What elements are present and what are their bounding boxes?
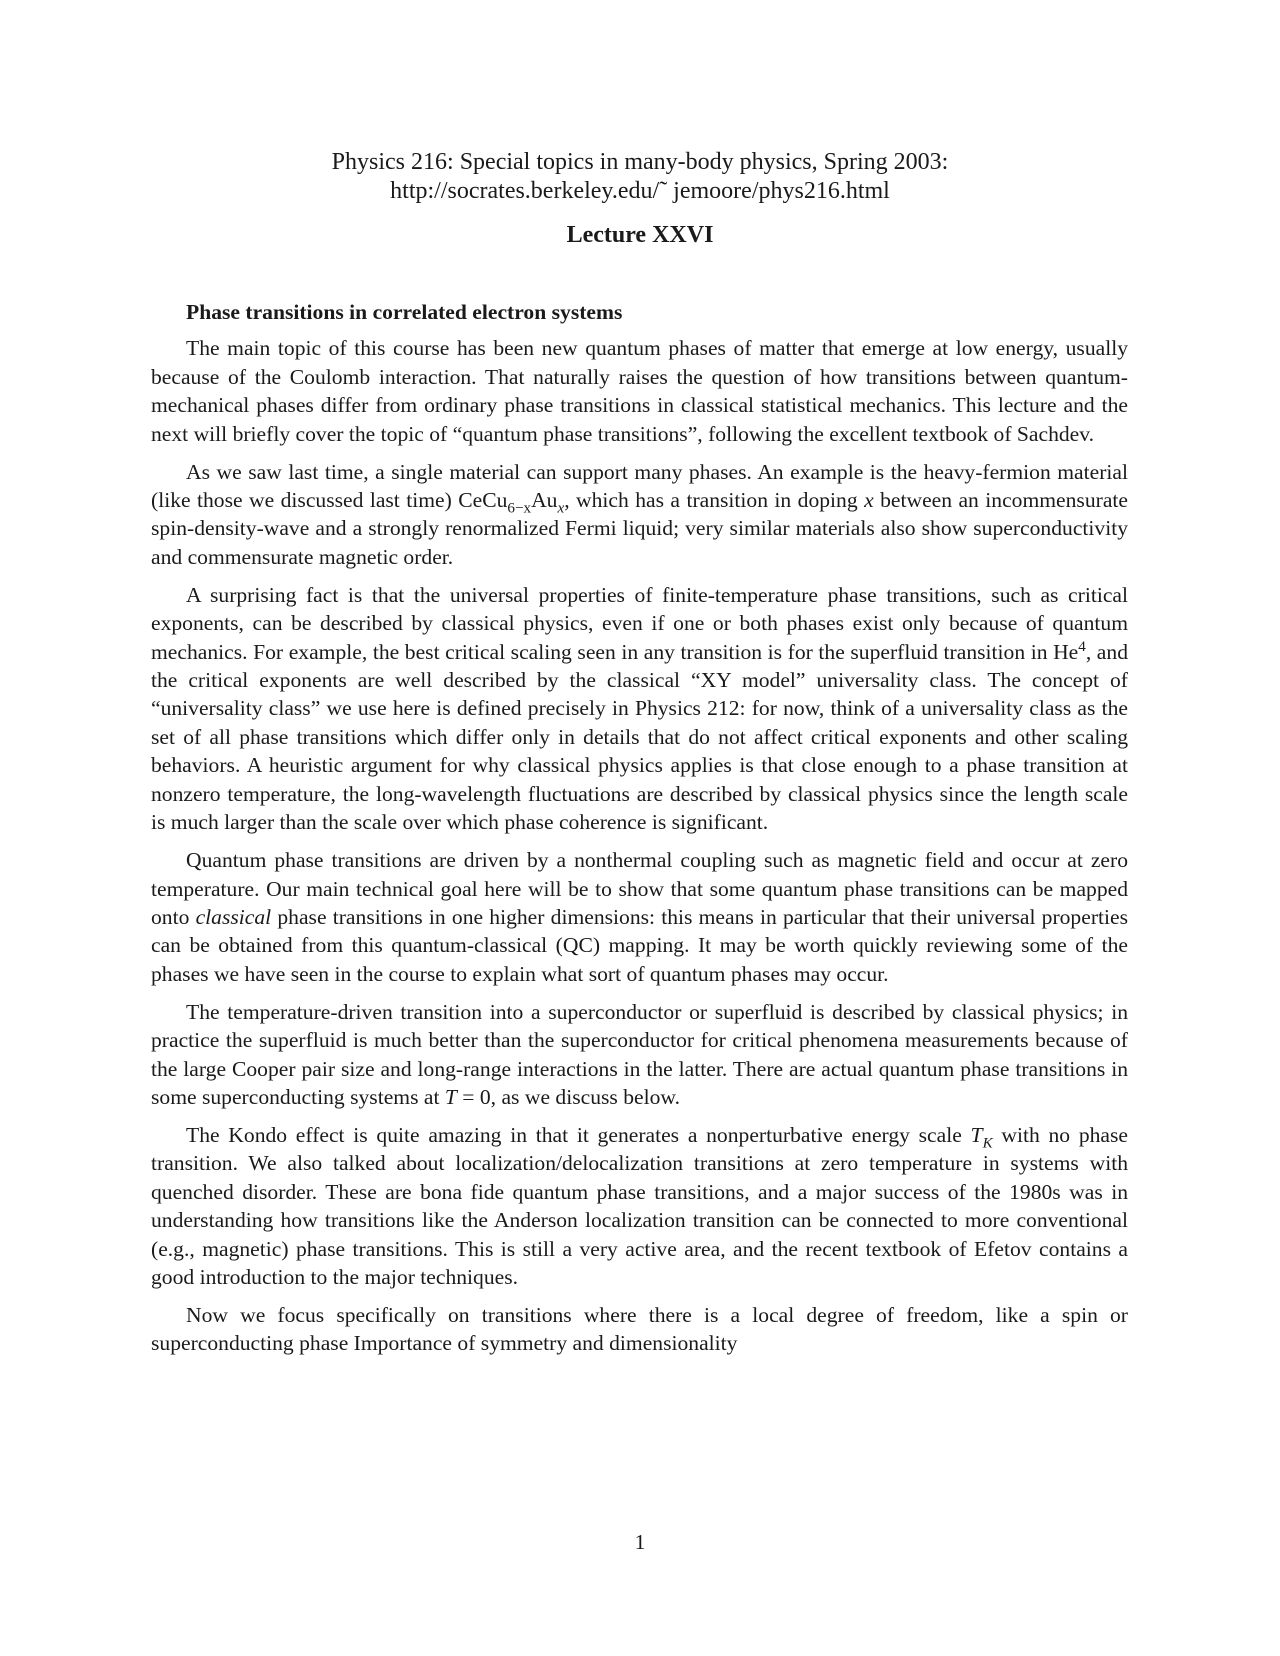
equation-zero: = 0 — [456, 1084, 491, 1109]
paragraph-5-text-a: The temperature-driven transition into a superconductor or superfluid is described by classical physics; in practice the superfluid is much better than the superconductor for critical phenomena measurements because of the large Cooper pair size and long-range interactions in the latter. There are actual quantum phase transitions in some superconducting systems at — [151, 999, 1128, 1109]
paragraph-3 — [151, 581, 1128, 837]
document-body — [151, 298, 1128, 1367]
paragraph-5 — [151, 998, 1128, 1112]
paragraph-5-text-b: , as we discuss below. — [490, 1084, 680, 1109]
emphasis-classical: classical — [195, 904, 272, 929]
paragraph-4-text-a: Quantum phase transitions are driven by a nonthermal coupling such as magnetic field and occur at zero temperature. Our main technical goal here will be to show that some quantum phase transitions can be mapped onto — [151, 848, 1128, 929]
paragraph-6 — [151, 1121, 1128, 1291]
course-url: http://socrates.berkeley.edu/˜ jemoore/phys216.html — [390, 178, 890, 204]
course-title: Physics 216: Special topics in many-body physics, Spring 2003: — [331, 149, 949, 175]
paragraph-6-text-b: with no phase transition. We also talked about localization/delocalization transitions at zero temperature in systems with quenched disorder. These are bona fide quantum phase transitions, and a major success of the 1980s was in understanding how transitions like the Anderson localization transition can be connected to more conventional (e.g., magnetic) phase transitions. This is still a very active area, and the recent textbook of Efetov contains a good introduction to the major techniques. — [151, 1122, 1128, 1289]
paragraph-2 — [151, 458, 1128, 572]
paragraph-2-text-a: As we saw last time, a single material can support many phases. An example is the heavy-fermion material (like those we discussed last time) CeCu — [151, 459, 1128, 513]
paragraph-7-text: Now we focus specifically on transitions where there is a local degree of freedom, like a spin or superconducting phase Importance of symmetry and dimensionality — [151, 1302, 1128, 1356]
doping-variable: x — [864, 488, 874, 513]
paragraph-2-text-d: between an incommensurate spin-density-wave and a strongly renormalized Fermi liquid; very similar materials also show superconductivity and commensurate magnetic order. — [151, 488, 1128, 569]
paragraph-1 — [151, 334, 1128, 448]
document-header — [0, 148, 1280, 206]
temperature-variable: T — [444, 1084, 457, 1109]
paragraph-1-text: The main topic of this course has been new quantum phases of matter that emerge at low energy, usually because of the Coulomb interaction. That naturally raises the question of how transitions between quantum-mechanical phases differ from ordinary phase transitions in classical statistical mechanics. This lecture and the next will briefly cover the topic of “quantum phase transitions”, following the excellent textbook of Sachdev. — [151, 336, 1128, 446]
isotope-superscript: 4 — [1078, 638, 1086, 655]
paragraph-2-text-c: , which has a transition in doping — [564, 488, 865, 513]
paragraph-7 — [151, 1301, 1128, 1358]
formula-subscript: 6−x — [507, 500, 532, 517]
paragraph-6-text-a: The Kondo effect is quite amazing in that it generates a nonperturbative energy scale — [186, 1122, 971, 1147]
kondo-subscript: K — [982, 1135, 993, 1152]
paragraph-3-text-b: , and the critical exponents are well described by the classical “XY model” universality class. The concept of “universality class” we use here is defined precisely in Physics 212: for now, think of a universality class as the set of all phase transitions which differ only in details that do not affect critical exponents and other scaling behaviors. A heuristic argument for why classical physics applies is that close enough to a phase transition at nonzero temperature, the long-wavelength fluctuations are described by classical physics since the length scale is much larger than the scale over which phase coherence is significant. — [151, 639, 1128, 835]
page-number: 1 — [634, 1530, 646, 1554]
paragraph-3-text-a: A surprising fact is that the universal properties of finite-temperature phase transitions, such as critical exponents, can be described by classical physics, even if one or both phases exist only because of quantum mechanics. For example, the best critical scaling seen in any transition is for the superfluid transition in He — [151, 582, 1128, 664]
paragraph-4-text-b: phase transitions in one higher dimensions: this means in particular that their universal properties can be obtained from this quantum-classical (QC) mapping. It may be worth quickly reviewing some of the phases we have seen in the course to explain what sort of quantum phases may occur. — [151, 904, 1128, 986]
paragraph-2-text-b: Au — [531, 488, 558, 513]
formula-subscript-var: x — [557, 500, 565, 517]
paragraph-4 — [151, 846, 1128, 988]
section-heading: Phase transitions in correlated electron systems — [186, 300, 623, 324]
kondo-temperature-variable: T — [970, 1122, 983, 1147]
lecture-title: Lecture XXVI — [566, 222, 714, 248]
